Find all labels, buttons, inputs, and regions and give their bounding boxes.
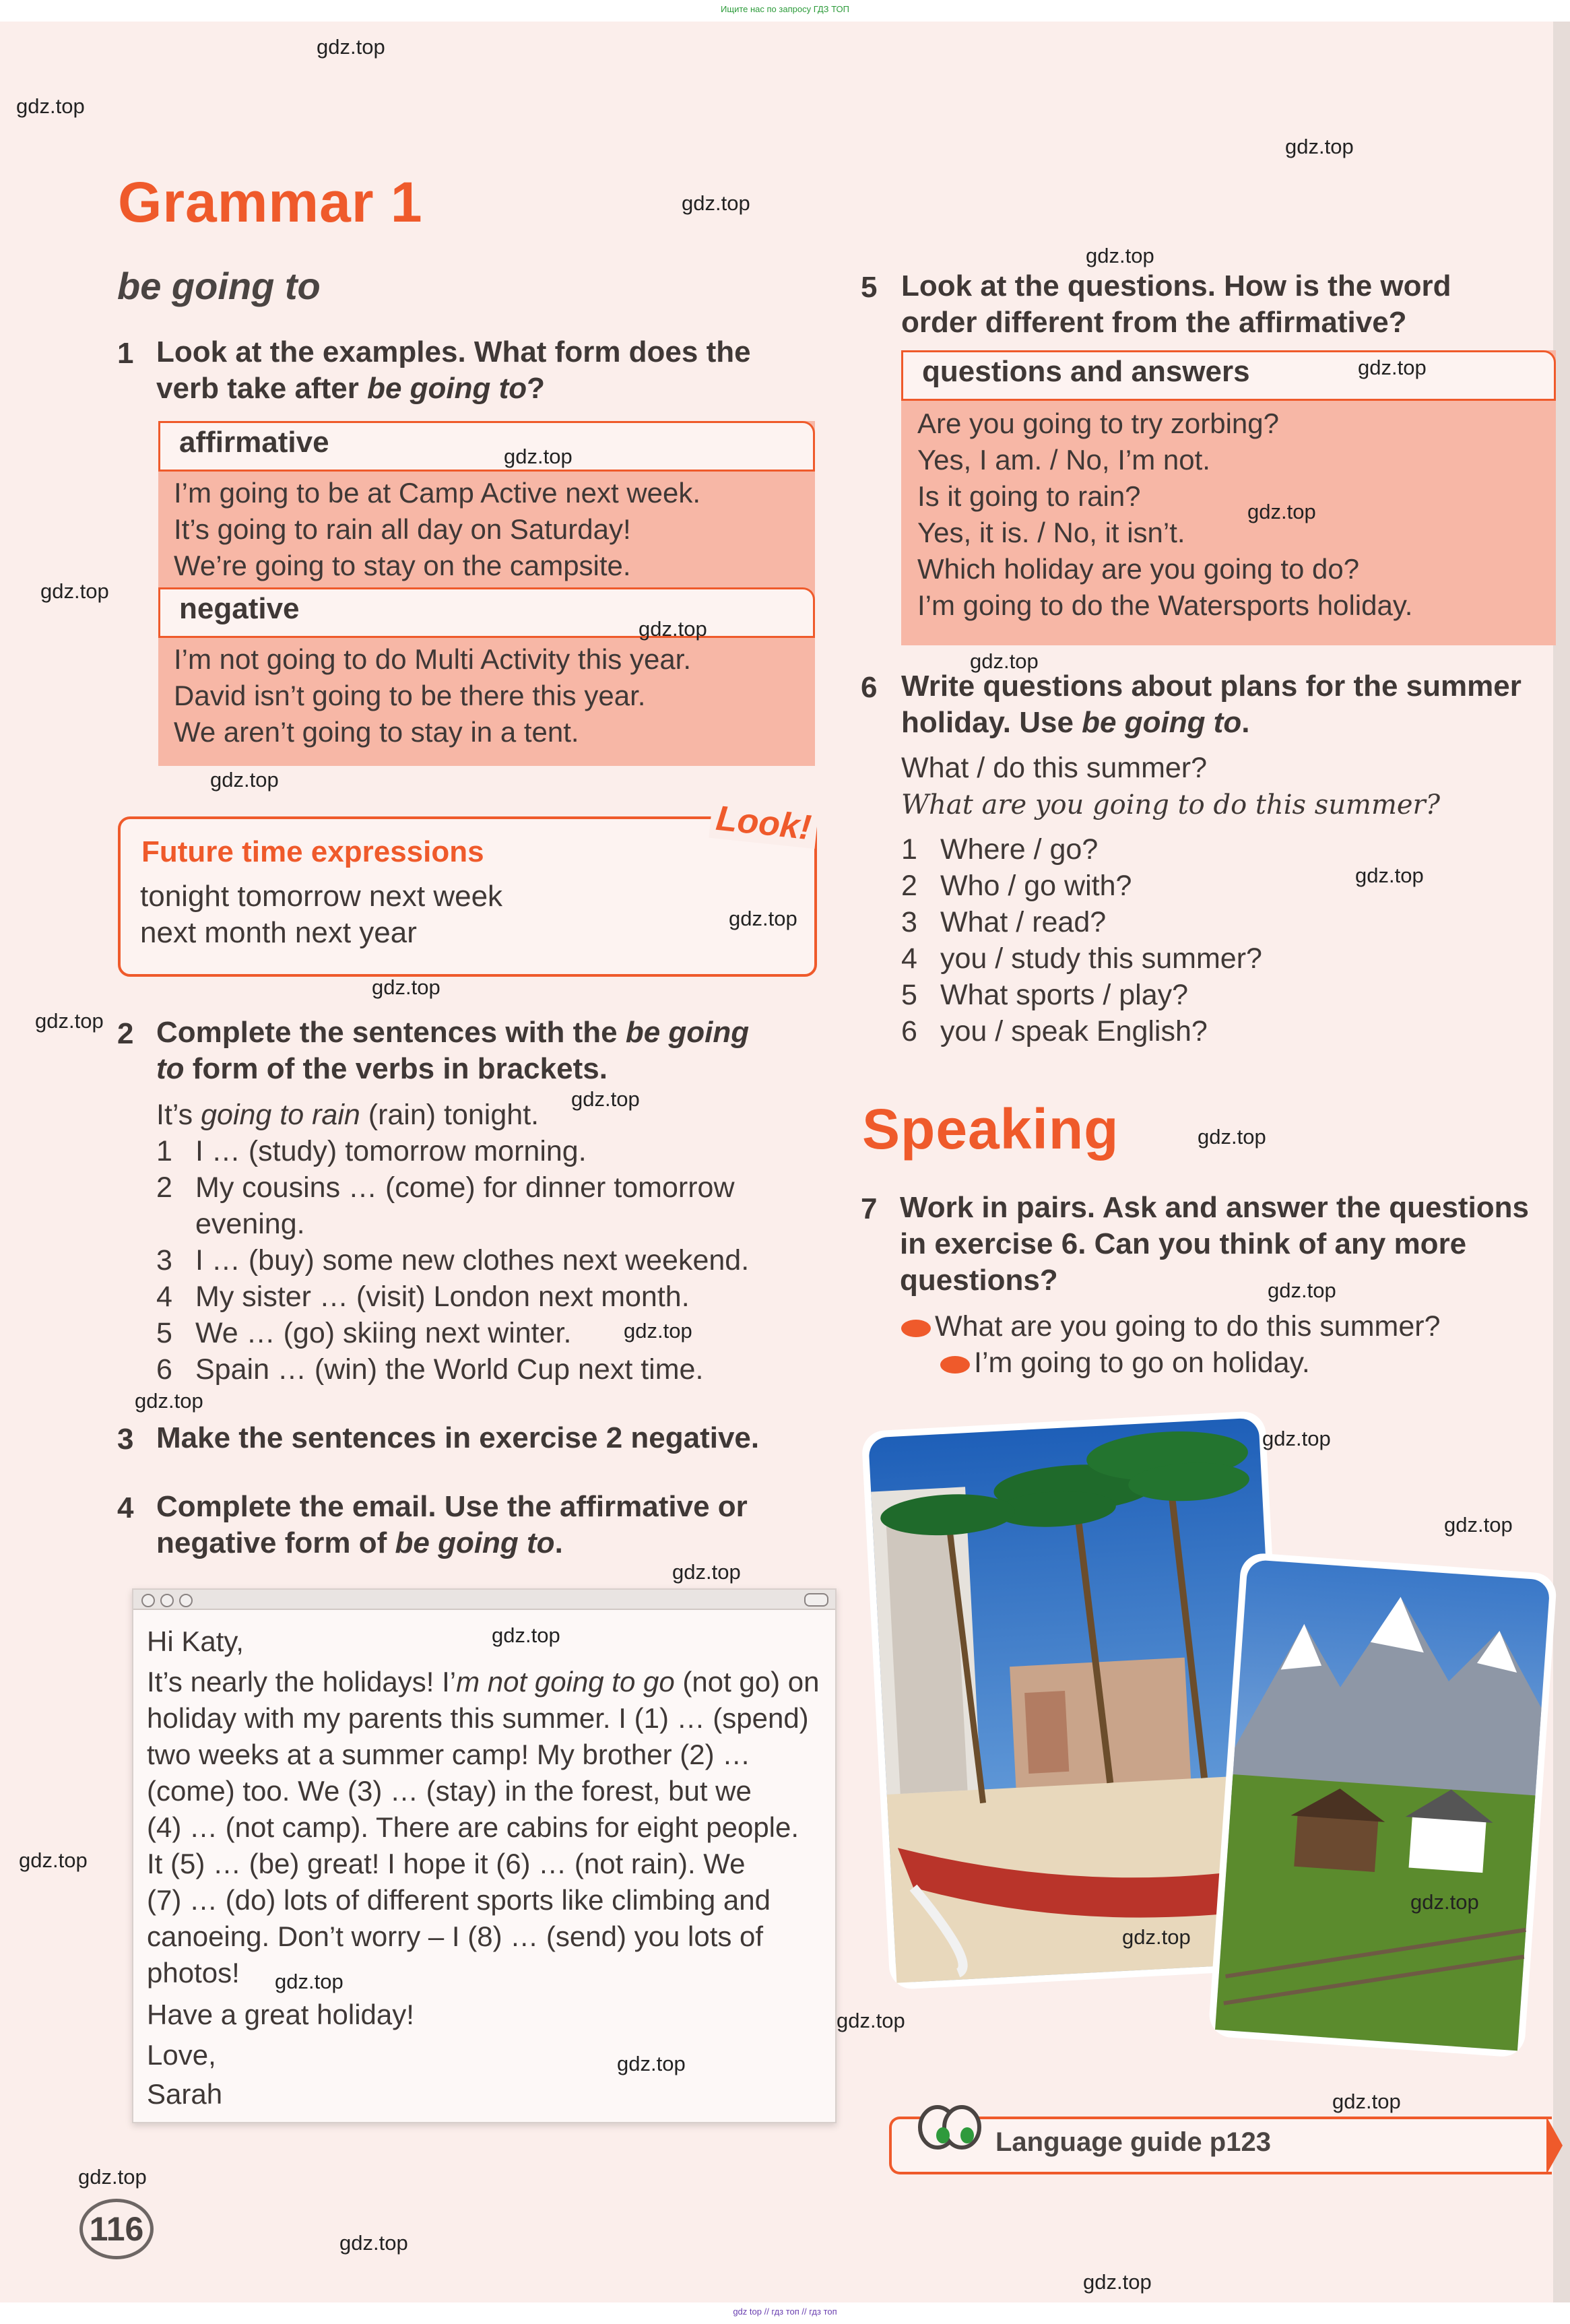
watermark: gdz.top — [492, 1623, 560, 1647]
speaking-title: Speaking — [862, 1097, 1119, 1161]
negative-examples — [174, 641, 691, 750]
negative-line: We aren’t going to stay in a tent. — [174, 716, 579, 748]
language-guide-arrow — [1546, 2117, 1563, 2174]
ex1-instruction — [156, 334, 830, 407]
ex7-line1: Work in pairs. Ask and answer the questions — [900, 1191, 1530, 1224]
ex7-line3: questions? — [900, 1264, 1058, 1297]
ex4-line2b: be going to — [395, 1526, 555, 1559]
list-item: 1 Where / go? — [901, 833, 1099, 866]
watermark: gdz.top — [78, 2165, 147, 2189]
qa-line: Are you going to try zorbing? — [917, 408, 1279, 439]
window-minimize-dot[interactable] — [160, 1594, 174, 1607]
speech-bubbles-icon — [917, 2102, 982, 2150]
affirmative-divider — [158, 470, 815, 472]
ex1-line2a: verb take after — [156, 372, 368, 405]
list-item: 5 What sports / play? — [901, 979, 1189, 1011]
negative-line: I’m not going to do Multi Activity this year. — [174, 643, 692, 675]
page-title: Grammar 1 — [118, 170, 423, 234]
watermark: gdz.top — [339, 2231, 408, 2255]
list-item: 1 I … (study) tomorrow morning. — [156, 1135, 587, 1167]
watermark: gdz.top — [1285, 135, 1354, 158]
ex2-line2b: form of the verbs in brackets. — [184, 1052, 608, 1085]
ex1-number: 1 — [117, 337, 134, 370]
watermark: gdz.top — [1086, 244, 1154, 267]
ex6-line2: holiday. Use be going to. — [901, 706, 1250, 739]
watermark: gdz.top — [970, 649, 1039, 673]
ex4-number: 4 — [117, 1491, 134, 1524]
email-line: two weeks at a summer camp! My brother (2) … — [147, 1739, 751, 1770]
list-item: evening. — [195, 1208, 305, 1240]
top-note: Ищите нас по запросу ГДЗ ТОП — [721, 4, 849, 14]
watermark: gdz.top — [1262, 1427, 1331, 1450]
qa-label: questions and answers — [901, 350, 1556, 399]
affirmative-line: We’re going to stay on the campsite. — [174, 550, 631, 581]
ex2-line1a: Complete the sentences with the — [156, 1016, 626, 1049]
email-line: (come) too. We (3) … (stay) in the forest, but we — [147, 1775, 752, 1807]
watermark: gdz.top — [35, 1009, 104, 1033]
ex6-prompt: What / do this summer? — [901, 752, 1208, 784]
watermark: gdz.top — [1198, 1125, 1266, 1149]
watermark: gdz.top — [1355, 864, 1424, 887]
list-item: 5 We … (go) skiing next winter. — [156, 1317, 572, 1349]
ex5-line1: Look at the questions. How is the word — [901, 269, 1451, 302]
affirmative-line: I’m going to be at Camp Active next week. — [174, 477, 701, 509]
email-closing2: Love, — [147, 2039, 216, 2071]
watermark: gdz.top — [672, 1560, 741, 1584]
ex6-instruction — [901, 668, 1548, 741]
ex3-instruction: Make the sentences in exercise 2 negative. — [156, 1421, 760, 1454]
language-guide-label[interactable]: Language guide p123 — [995, 2127, 1271, 2157]
qa-line: Yes, I am. / No, I’m not. — [917, 444, 1210, 476]
window-toolbar-toggle[interactable] — [804, 1593, 828, 1607]
email-greeting: Hi Katy, — [147, 1625, 244, 1657]
list-item: 2 My cousins … (come) for dinner tomorrow — [156, 1171, 735, 1204]
ex1-line2b: be going to — [367, 372, 527, 405]
email-line: holiday with my parents this summer. I (1) … (spend) — [147, 1702, 809, 1734]
ex4-line1: Complete the email. Use the affirmative or — [156, 1490, 748, 1523]
ex7-dialog1: What are you going to do this summer? — [901, 1308, 1440, 1345]
qa-line: Is it going to rain? — [917, 480, 1141, 512]
watermark: gdz.top — [1410, 1890, 1479, 1914]
speech-bubble-icon — [901, 1320, 931, 1337]
email-body — [147, 1664, 827, 1991]
watermark: gdz.top — [639, 617, 707, 641]
watermark: gdz.top — [40, 579, 109, 603]
email-line: (4) … (not camp). There are cabins for eight people. — [147, 1811, 799, 1843]
ex2-line2 — [156, 1051, 830, 1087]
negative-line: David isn’t going to be there this year. — [174, 680, 646, 711]
qa-line: Which holiday are you going to do? — [917, 553, 1360, 585]
watermark: gdz.top — [682, 191, 750, 215]
ex2-example-c: (rain) tonight. — [360, 1099, 539, 1131]
qa-examples — [917, 406, 1412, 624]
watermark: gdz.top — [1332, 2090, 1401, 2113]
ex2-example — [156, 1097, 539, 1133]
negative-divider — [158, 636, 815, 638]
ex4-line2c: . — [554, 1526, 563, 1559]
look-badge: Look! — [709, 798, 818, 849]
email-signature: Sarah — [147, 2078, 223, 2110]
email-line: canoeing. Don’t worry – I (8) … (send) you lots of — [147, 1920, 764, 1952]
ex7-line2: in exercise 6. Can you think of any more — [900, 1227, 1467, 1260]
watermark: gdz.top — [571, 1087, 640, 1111]
look-line2: next month next year — [140, 916, 417, 949]
list-item: 2 Who / go with? — [901, 870, 1132, 902]
negative-label: negative — [158, 587, 815, 636]
list-item: 3 What / read? — [901, 906, 1107, 938]
affirmative-line: It’s going to rain all day on Saturday! — [174, 513, 631, 545]
ex4-instruction — [156, 1489, 830, 1561]
window-zoom-dot[interactable] — [179, 1594, 193, 1607]
bottom-note: gdz top // гдз топ // гдз топ — [733, 2306, 837, 2317]
ex7-instruction — [900, 1190, 1553, 1299]
affirmative-examples — [174, 475, 700, 584]
list-item: 3 I … (buy) some new clothes next weekend. — [156, 1244, 750, 1277]
ex1-line2c: ? — [527, 372, 546, 405]
email-line: (7) … (do) lots of different sports like climbing and — [147, 1884, 771, 1916]
ex2-example-a: It’s — [156, 1099, 201, 1131]
speech-bubble-icon — [940, 1356, 970, 1374]
ex5-number: 5 — [861, 271, 878, 304]
list-item: 6 Spain … (win) the World Cup next time. — [156, 1353, 704, 1386]
watermark: gdz.top — [617, 2052, 686, 2075]
watermark: gdz.top — [1268, 1279, 1336, 1302]
email-line: It’s nearly the holidays! I’m not going to go (not go) on — [147, 1666, 820, 1698]
watermark: gdz.top — [729, 907, 797, 930]
watermark: gdz.top — [210, 768, 279, 792]
ex6-items — [901, 831, 1548, 1050]
ex1-line1: Look at the examples. What form does the — [156, 335, 751, 368]
list-item: 4 you / study this summer? — [901, 942, 1262, 975]
mountain-photo — [1208, 1552, 1557, 2058]
email-line: It (5) … (be) great! I hope it (6) … (not rain). We — [147, 1848, 746, 1879]
ex4-line2 — [156, 1525, 830, 1561]
watermark: gdz.top — [19, 1848, 88, 1872]
ex3-number: 3 — [117, 1423, 134, 1456]
ex2-instruction — [156, 1014, 830, 1087]
email-closing1: Have a great holiday! — [147, 1999, 414, 2030]
qa-divider — [901, 399, 1556, 401]
list-item: 6 you / speak English? — [901, 1015, 1208, 1047]
look-line1: tonight tomorrow next week — [140, 880, 503, 913]
page-subtitle: be going to — [117, 265, 321, 307]
watermark: gdz.top — [624, 1319, 692, 1343]
ex6-line1: Write questions about plans for the summer — [901, 670, 1522, 703]
ex2-number: 2 — [117, 1017, 134, 1050]
window-close-dot[interactable] — [141, 1594, 155, 1607]
qa-line: Yes, it is. / No, it isn’t. — [917, 517, 1185, 548]
ex1-line2 — [156, 370, 830, 407]
watermark: gdz.top — [837, 2009, 905, 2032]
watermark: gdz.top — [16, 94, 85, 118]
watermark: gdz.top — [1122, 1925, 1191, 1949]
look-heading: Future time expressions — [141, 835, 484, 868]
ex2-items — [156, 1133, 830, 1388]
watermark: gdz.top — [1358, 356, 1427, 379]
ex2-line1b: be going — [625, 1016, 750, 1049]
watermark: gdz.top — [372, 975, 440, 999]
ex5-instruction — [901, 268, 1541, 341]
watermark: gdz.top — [317, 35, 385, 59]
watermark: gdz.top — [1444, 1513, 1513, 1537]
email-line: photos! — [147, 1957, 240, 1989]
list-item: 4 My sister … (visit) London next month. — [156, 1281, 690, 1313]
page-number: 116 — [79, 2199, 154, 2259]
ex6-example: What are you going to do this summer? — [901, 789, 1441, 820]
watermark: gdz.top — [1083, 2270, 1152, 2294]
affirmative-label: affirmative — [158, 421, 815, 470]
ex2-example-b: going to rain — [201, 1099, 360, 1131]
ex5-line2: order different from the affirmative? — [901, 306, 1407, 339]
ex4-line2a: negative form of — [156, 1526, 395, 1559]
holiday-photos — [862, 1408, 1563, 2081]
watermark: gdz.top — [504, 445, 573, 468]
watermark: gdz.top — [1247, 500, 1316, 523]
watermark: gdz.top — [275, 1970, 344, 1993]
ex7-dialog2: I’m going to go on holiday. — [940, 1345, 1310, 1381]
ex2-line1 — [156, 1014, 830, 1051]
ex7-number: 7 — [861, 1192, 878, 1225]
qa-line: I’m going to do the Watersports holiday. — [917, 589, 1413, 621]
ex2-line2a: to — [156, 1052, 185, 1085]
watermark: gdz.top — [135, 1389, 203, 1413]
ex6-number: 6 — [861, 671, 878, 704]
email-titlebar — [133, 1590, 835, 1610]
